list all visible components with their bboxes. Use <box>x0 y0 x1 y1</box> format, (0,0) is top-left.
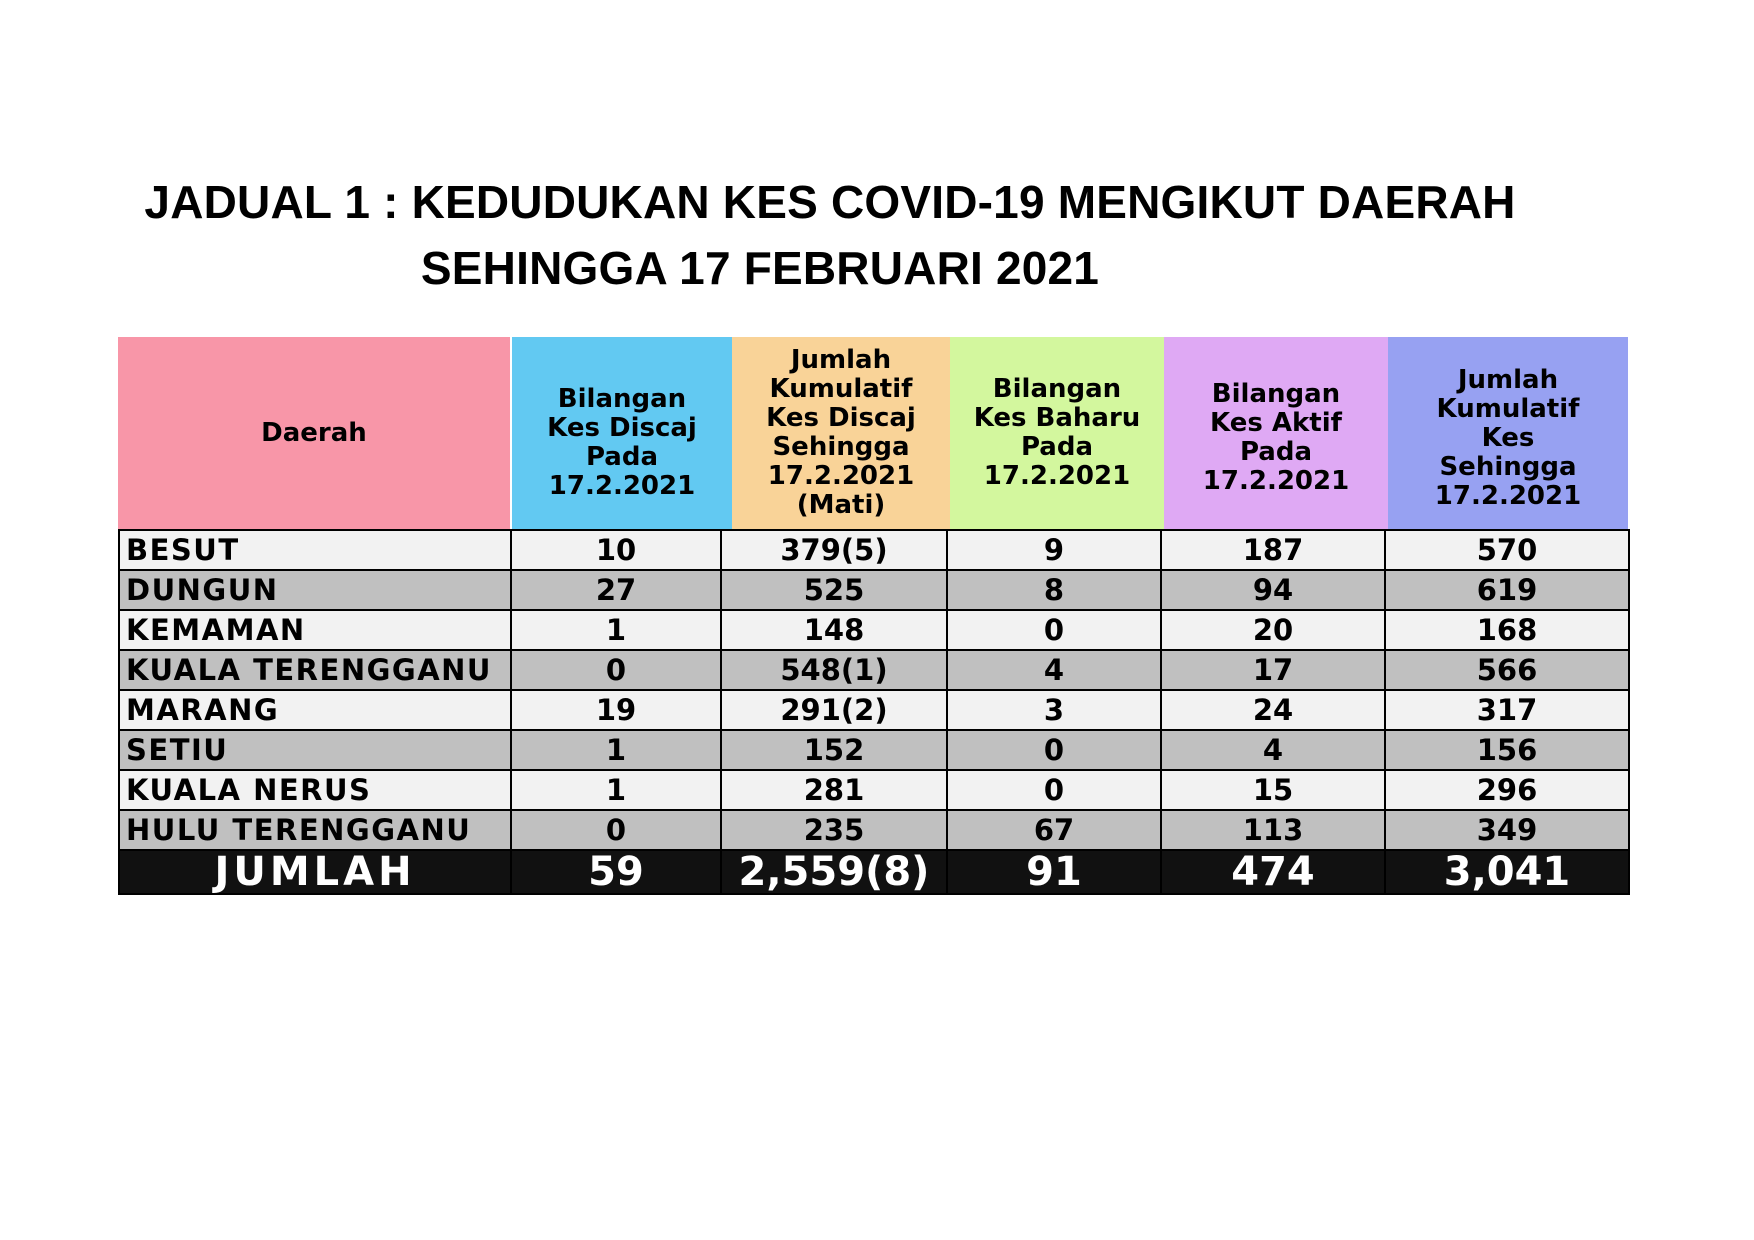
cell-aktif: 24 <box>1161 690 1385 730</box>
cell-aktif: 187 <box>1161 530 1385 570</box>
cell-discaj: 27 <box>511 570 721 610</box>
page-title-line-2: SEHINGGA 17 FEBRUARI 2021 <box>420 242 1100 294</box>
cell-kumulatif-discaj: 379(5) <box>721 530 947 570</box>
cell-aktif: 20 <box>1161 610 1385 650</box>
cell-kumulatif-kes: 168 <box>1385 610 1629 650</box>
cell-daerah: KUALA TERENGGANU <box>119 650 511 690</box>
cell-kumulatif-discaj: 235 <box>721 810 947 850</box>
cell-discaj: 0 <box>511 810 721 850</box>
cell-kumulatif-kes: 570 <box>1385 530 1629 570</box>
cell-daerah: BESUT <box>119 530 511 570</box>
cell-discaj: 10 <box>511 530 721 570</box>
cell-baharu: 9 <box>947 530 1161 570</box>
cell-aktif: 4 <box>1161 730 1385 770</box>
cell-kumulatif-discaj: 281 <box>721 770 947 810</box>
table-row <box>119 690 1629 730</box>
cell-kumulatif-kes: 317 <box>1385 690 1629 730</box>
header-daerah: Daerah <box>118 337 510 529</box>
table-row <box>119 810 1629 850</box>
cell-daerah: KUALA NERUS <box>119 770 511 810</box>
table-row <box>119 650 1629 690</box>
covid-district-table <box>118 529 1630 895</box>
total-row <box>119 850 1629 894</box>
cell-baharu: 0 <box>947 610 1161 650</box>
cell-aktif: 94 <box>1161 570 1385 610</box>
cell-baharu: 0 <box>947 770 1161 810</box>
cell-daerah: SETIU <box>119 730 511 770</box>
cell-baharu: 0 <box>947 730 1161 770</box>
cell-baharu: 67 <box>947 810 1161 850</box>
header-bilangan-kes-discaj: Bilangan Kes Discaj Pada 17.2.2021 <box>512 337 732 529</box>
table-row <box>119 530 1629 570</box>
cell-baharu: 3 <box>947 690 1161 730</box>
cell-kumulatif-kes: 349 <box>1385 810 1629 850</box>
cell-kumulatif-discaj: 148 <box>721 610 947 650</box>
cell-kumulatif-kes: 296 <box>1385 770 1629 810</box>
cell-aktif: 17 <box>1161 650 1385 690</box>
total-daerah: JUMLAH <box>119 850 511 894</box>
cell-daerah: HULU TERENGGANU <box>119 810 511 850</box>
table-row <box>119 770 1629 810</box>
cell-baharu: 4 <box>947 650 1161 690</box>
cell-daerah: MARANG <box>119 690 511 730</box>
cell-discaj: 1 <box>511 730 721 770</box>
cell-kumulatif-kes: 566 <box>1385 650 1629 690</box>
cell-discaj: 1 <box>511 770 721 810</box>
cell-discaj: 1 <box>511 610 721 650</box>
total-kumulatif-kes: 3,041 <box>1385 850 1629 894</box>
cell-aktif: 15 <box>1161 770 1385 810</box>
cell-kumulatif-discaj: 525 <box>721 570 947 610</box>
cell-daerah: KEMAMAN <box>119 610 511 650</box>
cell-baharu: 8 <box>947 570 1161 610</box>
cell-kumulatif-discaj: 291(2) <box>721 690 947 730</box>
header-bilangan-kes-baharu: Bilangan Kes Baharu Pada 17.2.2021 <box>950 337 1164 529</box>
table-row <box>119 610 1629 650</box>
cell-aktif: 113 <box>1161 810 1385 850</box>
cell-kumulatif-kes: 619 <box>1385 570 1629 610</box>
cell-kumulatif-kes: 156 <box>1385 730 1629 770</box>
header-kumulatif-kes-discaj: Jumlah Kumulatif Kes Discaj Sehingga 17.2.2021 (Mati) <box>732 337 950 529</box>
total-discaj: 59 <box>511 850 721 894</box>
header-kumulatif-kes: Jumlah Kumulatif Kes Sehingga 17.2.2021 <box>1388 337 1628 529</box>
header-bilangan-kes-aktif: Bilangan Kes Aktif Pada 17.2.2021 <box>1164 337 1388 529</box>
total-baharu: 91 <box>947 850 1161 894</box>
cell-daerah: DUNGUN <box>119 570 511 610</box>
table-row <box>119 730 1629 770</box>
cell-kumulatif-discaj: 548(1) <box>721 650 947 690</box>
table-row <box>119 570 1629 610</box>
total-aktif: 474 <box>1161 850 1385 894</box>
cell-discaj: 0 <box>511 650 721 690</box>
total-kumulatif-discaj: 2,559(8) <box>721 850 947 894</box>
cell-discaj: 19 <box>511 690 721 730</box>
cell-kumulatif-discaj: 152 <box>721 730 947 770</box>
page-title-line-1: JADUAL 1 : KEDUDUKAN KES COVID-19 MENGIKUT DAERAH <box>144 176 1516 228</box>
